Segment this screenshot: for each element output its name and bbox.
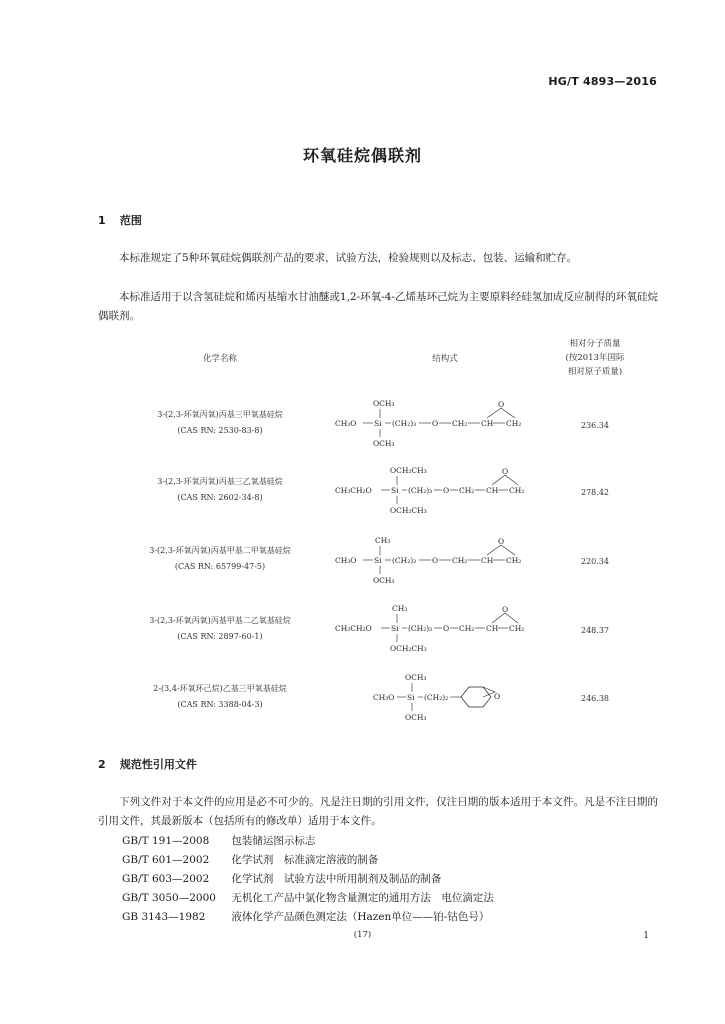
section-2-heading [98, 756, 197, 772]
cas-number: (CAS RN: 2602-34-8) [177, 493, 263, 502]
table-row-1-name [120, 407, 320, 439]
structure-formula-4 [335, 601, 550, 661]
reference-item [122, 871, 441, 886]
formula-epoxide-o: O [498, 400, 505, 409]
formula-chain: (CH₂)₂ [424, 693, 449, 702]
table-row-2-mass: 278.42 [581, 488, 609, 497]
formula-o: O [432, 556, 439, 565]
reference-title: 液体化学产品颜色测定法（Hazen单位——铂-钴色号） [231, 911, 490, 923]
reference-title: 包装储运图示标志 [231, 835, 316, 847]
formula-si: Si [374, 419, 382, 428]
chemical-name: 2-(3,4-环氧环己烷)乙基三甲氧基硅烷 [153, 684, 287, 693]
reference-title: 化学试剂 试验方法中所用制剂及制品的制备 [231, 873, 442, 885]
formula-och3-top: OCH₃ [373, 399, 395, 408]
formula-si: Si [391, 624, 399, 633]
reference-code: GB/T 191—2008 [122, 835, 210, 847]
reference-title: 化学试剂 标准滴定溶液的制备 [231, 854, 379, 866]
formula-och3-top: OCH₃ [405, 673, 427, 682]
formula-ch2: CH₂ [452, 419, 468, 428]
reference-code: GB 3143—1982 [122, 911, 206, 923]
section-1-number: 1 [98, 214, 106, 227]
reference-item [122, 890, 494, 905]
formula-oc2h5-bottom: OCH₂CH₃ [390, 506, 427, 515]
formula-ch2: CH₂ [459, 486, 475, 495]
formula-c2h5o: CH₃CH₂O [335, 624, 372, 633]
table-row-5-name [120, 681, 320, 713]
formula-chain: (CH₂)₃ [408, 624, 433, 633]
formula-ch2-end: CH₂ [509, 486, 525, 495]
reference-code: GB/T 3050—2000 [122, 892, 216, 904]
formula-ch3o: CH₃O [373, 693, 395, 702]
formula-ch2-end: CH₂ [506, 556, 522, 565]
reference-item [122, 833, 315, 848]
document-title: 环氧硅烷偶联剂 [302, 146, 422, 165]
formula-epoxide-o: O [498, 537, 505, 546]
table-row-3-name [120, 543, 320, 575]
page-number: (17) [353, 930, 372, 940]
table-header-name: 化学名称 [202, 354, 237, 364]
formula-epoxide-o: O [502, 467, 509, 476]
cas-number: (CAS RN: 2897-60-1) [177, 632, 263, 641]
structure-formula-2 [335, 463, 550, 523]
table-header-mass-line-1: 相对分子质量 [569, 339, 621, 349]
reference-item [122, 909, 489, 924]
reference-code: GB/T 603—2002 [122, 873, 210, 885]
cas-number: (CAS RN: 2530-83-8) [177, 426, 263, 435]
formula-ch: CH [486, 486, 499, 495]
formula-ch3o: CH₃O [335, 419, 357, 428]
formula-ch3o: CH₃O [335, 556, 357, 565]
formula-o: O [432, 419, 439, 428]
cas-number: (CAS RN: 3388-04-3) [177, 700, 263, 709]
formula-si: Si [374, 556, 382, 565]
section-1-title: 范围 [119, 214, 142, 227]
section-2-paragraph: 下列文件对于本文件的应用是必不可少的。凡是注日期的引用文件，仅注日期的版本适用于本文件。凡是不注日期的引用文件，其最新版本（包括所有的修改单）适用于本文件。 [98, 796, 658, 827]
formula-oc2h5-bottom: OCH₂CH₃ [390, 644, 427, 653]
chemical-name: 3-(2,3-环氧丙氧)丙基三甲氧基硅烷 [157, 410, 283, 419]
section-2-number: 2 [98, 758, 106, 771]
chemical-name: 3-(2,3-环氧丙氧)丙基三乙氧基硅烷 [157, 477, 283, 486]
reference-item [122, 852, 378, 867]
cas-number: (CAS RN: 65799-47-5) [174, 562, 266, 571]
formula-ch2: CH₂ [459, 624, 475, 633]
formula-ch2-end: CH₂ [506, 419, 522, 428]
formula-ch: CH [481, 556, 494, 565]
formula-ch2-end: CH₂ [509, 624, 525, 633]
table-header-mass-line-2: (按2013年国际 [565, 353, 625, 363]
table-row-1-mass: 236.34 [581, 421, 609, 430]
formula-chain: (CH₂)₃ [392, 419, 417, 428]
table-header-mass [545, 337, 645, 379]
structure-formula-3 [335, 533, 550, 593]
formula-chain: (CH₂)₃ [392, 556, 417, 565]
formula-ch: CH [481, 419, 494, 428]
formula-si: Si [391, 486, 399, 495]
table-header-formula: 结构式 [432, 354, 458, 364]
formula-och3-bottom: OCH₃ [405, 713, 427, 722]
table-row-4-mass: 248.37 [581, 626, 609, 635]
reference-title: 无机化工产品中氯化物含量测定的通用方法 电位滴定法 [231, 892, 494, 904]
section-1-heading [98, 212, 142, 228]
formula-och3-bottom: OCH₃ [373, 439, 395, 448]
table-row-5-mass: 246.38 [581, 694, 609, 703]
formula-och3-bottom: OCH₃ [373, 576, 395, 585]
formula-ch3-top: CH₃ [392, 604, 408, 613]
formula-epoxide-o: O [502, 605, 509, 614]
structure-formula-5 [335, 670, 550, 730]
formula-ch: CH [486, 624, 499, 633]
formula-c2h5o: CH₃CH₂O [335, 486, 372, 495]
section-1-paragraph-1: 本标准规定了5种环氧硅烷偶联剂产品的要求，试验方法，检验规则以及标志、包装、运输和贮存。 [119, 252, 578, 264]
formula-o: O [443, 486, 450, 495]
table-row-4-name [120, 613, 320, 645]
chemical-name: 3-(2,3-环氧丙氧)丙基甲基二甲氧基硅烷 [149, 546, 291, 555]
chemical-name: 3-(2,3-环氧丙氧)丙基甲基二乙氧基硅烷 [149, 616, 291, 625]
table-header-mass-line-3: 相对原子质量) [567, 367, 623, 377]
formula-si: Si [407, 693, 415, 702]
formula-ring-o: O [494, 692, 501, 701]
table-row-3-mass: 220.34 [581, 557, 609, 566]
cyclohexane-ring-icon [461, 687, 491, 707]
formula-chain: (CH₂)₃ [408, 486, 433, 495]
section-1-paragraph-2: 本标准适用于以含氢硅烷和烯丙基缩水甘油醚或1,2-环氧-4-乙烯基环己烷为主要原料经硅氢加成反应制得的环氧硅烷偶联剂。 [98, 291, 658, 322]
reference-code: GB/T 601—2002 [122, 854, 210, 866]
standard-number: HG/T 4893—2016 [548, 75, 657, 88]
formula-ch2: CH₂ [452, 556, 468, 565]
page-number-right: 1 [643, 931, 649, 941]
section-2-title: 规范性引用文件 [119, 758, 197, 771]
formula-ch3-top: CH₃ [375, 536, 391, 545]
structure-formula-1 [335, 396, 550, 456]
table-row-2-name [120, 474, 320, 506]
formula-o: O [443, 624, 450, 633]
formula-oc2h5-top: OCH₂CH₃ [390, 466, 427, 475]
